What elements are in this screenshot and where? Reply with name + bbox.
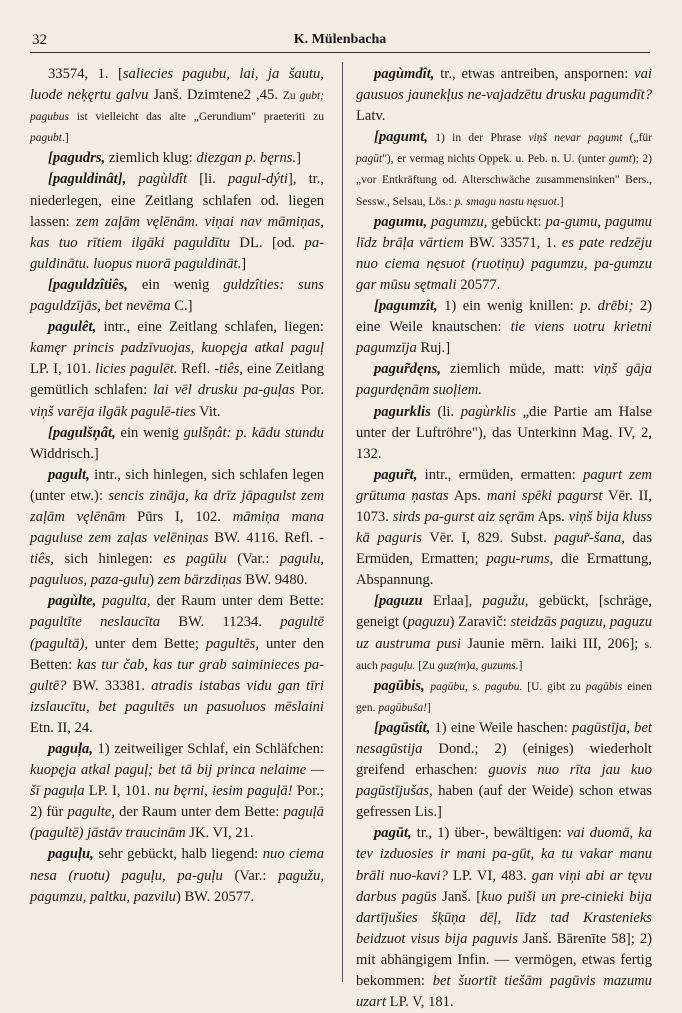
entry-text: Pūrs I, 102. (125, 508, 233, 525)
entry-text: Por. (294, 382, 324, 399)
entry-headword: [pagumt, (374, 129, 428, 146)
column-divider (342, 62, 343, 982)
entry-text: s. (467, 680, 485, 693)
entry-text: ) (149, 572, 158, 589)
entry-headword: pagùlte, (48, 593, 97, 610)
entry-text: kuo puiši un pre-cinieki bija dartījušies šķūņa dēļ, līdz tad Krastenieks beidzuot visus bija paguvis (356, 888, 652, 947)
dictionary-entry (30, 465, 324, 592)
entry-text: pagužu, (482, 593, 529, 610)
entry-text: pagubu. (484, 680, 523, 693)
entry-text: (Var.: (226, 551, 280, 568)
entry-text: pagulu, paguluos, paza-gulu (30, 551, 325, 589)
entry-headword: pagumu, (374, 213, 428, 230)
entry-text: pagul-dýti (227, 171, 288, 188)
entry-text: sich hinlegen: (53, 551, 164, 568)
entry-text: ein wenig (115, 424, 184, 441)
entry-text: pagur̃-šana, (554, 530, 625, 547)
page-header (30, 30, 650, 53)
entry-text: ] (426, 701, 431, 714)
dictionary-entry (356, 127, 652, 211)
entry-text: steidzās paguzu, paguzu uz austruma pusi (356, 614, 652, 652)
entry-text: BW. 11234. (160, 614, 281, 631)
entry-text: gumt (608, 153, 632, 166)
entry-text: ], tr., niederlegen, eine Zeitlang schlafen od. liegen lassen: (30, 171, 325, 230)
entry-text: 1) eine Weile haschen: (430, 719, 573, 736)
entry-text: ] (518, 659, 523, 672)
entry-text: BW. 4116. Refl. (208, 530, 320, 547)
entry-text: Erlaa], (422, 593, 483, 610)
entry-text: -tiês, (30, 530, 324, 568)
entry-text: LP. V, 181. (386, 994, 454, 1011)
entry-text: nu bęrni, iesim paguļā! (154, 783, 293, 800)
entry-text: ist vielleicht das alte „Gerundium" praeteriti zu (68, 111, 324, 124)
entry-text: unter dem Bette; (87, 635, 206, 652)
entry-text: Aps. (448, 487, 487, 504)
entry-text: atradis istabas vidu gan tīri izslaucītu, bet pagultēs un pasuoluos mēslaini (30, 677, 324, 715)
entry-text: einen gen. (356, 680, 652, 714)
entry-text: (Var.: (222, 867, 279, 884)
dictionary-entry (30, 169, 324, 274)
entry-text: Etn. II, 24. (30, 719, 93, 736)
entry-text: s. auch (356, 638, 653, 672)
entry-text: Refl. (177, 361, 215, 378)
entry-text: kamęr princis padzīvuojas, kuopęja atkal paguļ (30, 340, 324, 357)
entry-text: LP. VI, 483. (447, 867, 532, 884)
entry-text: -tiês, (214, 361, 244, 378)
entry-text: Vēr. II, 1073. (356, 487, 653, 525)
entry-text: tie viens uotru krietni pagumzīja (356, 319, 652, 357)
entry-text: unter den Betten: (30, 635, 325, 673)
entry-text: 1) in der Phrase (427, 132, 529, 145)
entry-text: BW. 33571, 1. (463, 234, 562, 251)
entry-text: guovis nuo rīta jau kuo pagūstījušas, (356, 762, 652, 800)
dictionary-entry (30, 739, 324, 844)
entry-text: ein wenig (127, 276, 224, 293)
entry-text: paguļā (pagultē) jāstāv traucinām (30, 804, 324, 842)
entry-text: 33574, 1. [ (48, 66, 123, 82)
entry-text: gebückt, [schräge, geneigt ( (356, 593, 653, 631)
entry-text: pagùldît (138, 171, 188, 188)
entry-text: zem zaļām vęlēnām. viņai nav māmiņas, kas tuo rītiem ilgāki paguldītu (30, 213, 324, 251)
entry-headword: pagult, (48, 466, 90, 483)
running-head: K. Mülenbacha (293, 32, 387, 47)
entry-headword: [pagumzît, (374, 298, 438, 315)
entry-text: zem bārzdiņas (157, 572, 242, 589)
entry-text: diezgan p. bęrns. (196, 150, 297, 167)
entry-text: guz(m)a, guzums. (437, 659, 519, 672)
entry-text: gan viņi abi ar tęvu darbus pagūs (356, 867, 652, 905)
entry-text: („für (622, 132, 653, 145)
entry-text: ) BW. 20577. (175, 888, 255, 905)
entry-text: Dond.; 2) (einiges) wiederholt greifend erhaschen: (356, 741, 652, 779)
entry-text: BW. 9480. (241, 572, 308, 589)
entry-text: 1) zeitweiliger Schlaf, ein Schläfchen: (93, 741, 324, 757)
entry-text: Latv. (356, 108, 386, 125)
entry-text: guldzîties: suns paguldzījās, bet nevēma (30, 276, 324, 315)
dictionary-entry (30, 275, 324, 317)
entry-text: intr., sich hinlegen, sich schlafen legen (unter etw.): (30, 466, 324, 504)
entry-text: paguļu. (380, 659, 416, 672)
left-column (30, 64, 324, 908)
entry-text: JK. VI, 21. (185, 825, 254, 842)
entry-text: das Ermüden, Ermatten; (356, 530, 652, 568)
entry-headword: pagur̃dęns, (374, 361, 441, 378)
dictionary-entry (30, 317, 324, 422)
dictionary-entry (356, 718, 652, 823)
entry-text: Janš. Bārenīte 58]; 2) mit abhängigem Infin. — vermögen, etwas fertig bekommen: (356, 930, 652, 990)
entry-text: „die Partie am Halse unter der Luftröhre"), das Unterkinn Mag. IV, 2, 132. (356, 403, 652, 462)
entry-text: die Ermattung, Abspannung. (356, 551, 652, 589)
entry-text: Vit. (195, 403, 221, 420)
entry-text: pagūbuša! (378, 701, 427, 714)
entry-text: pagūt (356, 153, 383, 166)
entry-text: "), er vermag nichts Oppek. u. Peb. n. U. (unter (382, 153, 609, 166)
entry-text: pagūbu, (430, 680, 468, 693)
entry-text: pagultē (pagultā), (30, 614, 324, 652)
entry-text: haben (auf der Weide) schon etwas gefressen Lis.] (356, 783, 652, 821)
entry-headword: [pagudrs, (48, 150, 106, 167)
entry-text: [li. (187, 171, 228, 188)
entry-text: intr., eine Zeitlang schlafen, liegen: (96, 319, 324, 336)
entry-text: pa-guldinātu. luopus nuorā paguldināt. (30, 234, 324, 272)
entry-text: gebückt: (487, 213, 546, 230)
entry-text: pa-gumu, pagumu līdz brāļa vārtiem (356, 213, 652, 251)
entry-headword: [paguzu (374, 593, 423, 610)
entry-headword: paguļu, (48, 846, 94, 863)
entry-text: lai vēl drusku pa-guļas (153, 382, 295, 399)
entry-text: viņš gāja pagurdęnām suoļiem. (356, 361, 653, 399)
dictionary-entry (356, 465, 652, 592)
entry-text: DL. [od. (229, 234, 305, 251)
entry-text: es pate redzēju nuo ciema nęsuot (ruotiņu) pagumzu, pa-gumzu gar mūsu sętmali (356, 234, 653, 293)
dictionary-entry (356, 212, 652, 296)
entry-headword: paguļa, (48, 741, 94, 757)
entry-text: sehr gebückt, halb liegend: (93, 846, 263, 863)
entry-text: pagūstīja, bet nesagūstija (356, 719, 652, 757)
entry-text: Widdrisch.] (30, 445, 99, 462)
entry-text: sirds pa-gurst aiz sęrām (392, 508, 535, 525)
entry-text: 1) ein wenig knillen: (437, 298, 581, 315)
entry-text: Ruj.] (416, 340, 451, 357)
entry-text: .] (61, 132, 69, 145)
entry-text: ] (559, 195, 564, 208)
entry-text: LP. I, 101. (30, 361, 96, 378)
entry-text: pagubt (30, 132, 62, 145)
entry-text: gulšņât: p. kādu stundu (183, 424, 324, 441)
entry-text: vai gausuos jaunekļus ne-vajadzētu drusku pagumdīt? (356, 66, 652, 104)
entry-text: Vēr. I, 829. Subst. (421, 530, 555, 547)
entry-headword: [pagūstît, (374, 719, 431, 736)
entry-text: mani spēki pagurst (486, 487, 603, 504)
dictionary-entry (30, 64, 324, 148)
entry-text: ) Zaravič: (449, 614, 511, 631)
entry-headword: pagur̃t, (374, 466, 418, 483)
entry-text: pagùrklis (460, 403, 516, 420)
entry-text: ] (241, 255, 247, 272)
dictionary-entry (30, 844, 324, 907)
entry-text: 20577. (456, 276, 501, 293)
dictionary-entry (356, 359, 652, 401)
entry-headword: pagulêt, (48, 319, 97, 336)
dictionary-entry (356, 591, 652, 675)
dictionary-entry (30, 591, 324, 739)
entry-text: C.] (170, 298, 193, 315)
dictionary-entry (30, 423, 324, 465)
entry-text: pagulte, (67, 804, 115, 821)
entry-text: Jaunie mērn. laiki III, 206]; (461, 635, 645, 652)
page-number: 32 (32, 32, 47, 48)
entry-text (126, 171, 138, 187)
entry-text: tr., 1) über-, bewältigen: (411, 825, 567, 842)
entry-headword: pagūt, (374, 825, 412, 842)
entry-text: der Raum unter dem Bette: (150, 593, 324, 610)
entry-text: 2) eine Weile knautschen: (356, 298, 652, 336)
entry-text: [Zu (415, 659, 438, 672)
entry-text: sencis zināja, ka drīz jāpagulst zem zaļām vęlēnām (30, 487, 324, 525)
entry-text: p. drēbi; (580, 298, 634, 315)
entry-text: ); 2) „vor Entkräftung od. Alterschwäche zusammensinken" Bers., Sessw., Selsau, Lös.: (356, 153, 652, 208)
entry-text: ] (296, 150, 301, 167)
dictionary-entry (356, 402, 652, 465)
entry-text: pagužu, pagumzu, paltku, pazvilu (30, 867, 324, 905)
dictionary-entry (30, 148, 324, 169)
dictionary-entry (356, 823, 652, 1013)
entry-text: saliecies pagubu, lai, ja šautu, luode neķęrtu galvu (30, 66, 324, 104)
right-column (356, 64, 652, 1013)
entry-headword: [paguldinât], (48, 171, 127, 188)
entry-text: der Raum unter dem Bette: (114, 804, 284, 821)
entry-text: pagulta, (102, 593, 151, 610)
entry-text: viņš varēja ilgāk pagulē-ties (30, 403, 196, 420)
dictionary-entry (356, 64, 652, 127)
entry-text: es pagūlu (163, 551, 227, 568)
entry-text: (li. (430, 403, 461, 420)
entry-text: Zu (282, 90, 300, 103)
entry-text: pagultēs, (205, 635, 259, 652)
entry-headword: pagūbis, (374, 677, 425, 694)
entry-text: viņš nevar pagumt (528, 132, 623, 145)
entry-text: [U. gibt zu (522, 680, 586, 693)
entry-text: licies pagulēt. (95, 361, 178, 378)
entry-text: p. smagu nastu nęsuot. (454, 195, 560, 208)
entry-text: Janš. Dzimtene (148, 87, 244, 104)
entry-text: paguzu (407, 614, 450, 631)
entry-text: Aps. (534, 508, 569, 525)
entry-text: 2 (243, 87, 252, 104)
entry-text: vai duomā, ka tev izduosies ir mani pa-gūt, ka tu vakar manu brāli nuo-kavi? (356, 825, 652, 884)
entry-text: pagu-rums, (486, 551, 554, 568)
entry-text: pagurt zem grūtuma ņastas (356, 466, 652, 504)
entry-text: tr., etwas antreiben, anspornen: (434, 66, 635, 82)
entry-headword: pagùmdît, (374, 66, 435, 82)
entry-text: kuopęja atkal paguļ; bet tā bij princa nelaime — šī paguļa (30, 762, 324, 800)
entry-headword: pagurklis (374, 403, 431, 420)
entry-text: intr., ermüden, ermatten: (417, 466, 584, 483)
entry-text: ziemlich müde, matt: (440, 361, 594, 378)
entry-text: Por.; 2) für (30, 783, 324, 821)
entry-text: gubt; pagubus (30, 90, 324, 124)
entry-text: bet šuortīt tiešām pagūvis mazumu uzart (356, 973, 652, 1011)
entry-text: BW. 33381. (66, 677, 152, 694)
entry-text: LP. I, 101. (84, 783, 155, 800)
entry-text: māmiņa mana paguluse zem zaļas velēniņas (30, 508, 324, 547)
entry-text: pagumzu, (431, 213, 488, 230)
entry-text: eine Zeitlang gemütlich schlafen: (30, 361, 325, 399)
entry-text: pagūbis (585, 680, 623, 693)
entry-headword: [paguldzîtiês, (48, 276, 128, 293)
entry-text: nuo ciema nesa (ruotu) paguļu, pa-guļu (30, 846, 324, 884)
dictionary-entry (356, 676, 652, 718)
entry-headword: [pagulšņât, (48, 424, 116, 441)
dictionary-entry (356, 296, 652, 359)
entry-text: ,45. (251, 87, 283, 104)
entry-text: pagultīte neslaucīta (30, 614, 161, 631)
entry-text: ziemlich klug: (105, 150, 197, 167)
entry-text: Janš. [ (436, 888, 482, 905)
entry-text: kas tur čab, kas tur grab saiminieces pa-gultē? (30, 656, 324, 694)
entry-text: viņš bija kluss kā paguris (356, 508, 652, 547)
